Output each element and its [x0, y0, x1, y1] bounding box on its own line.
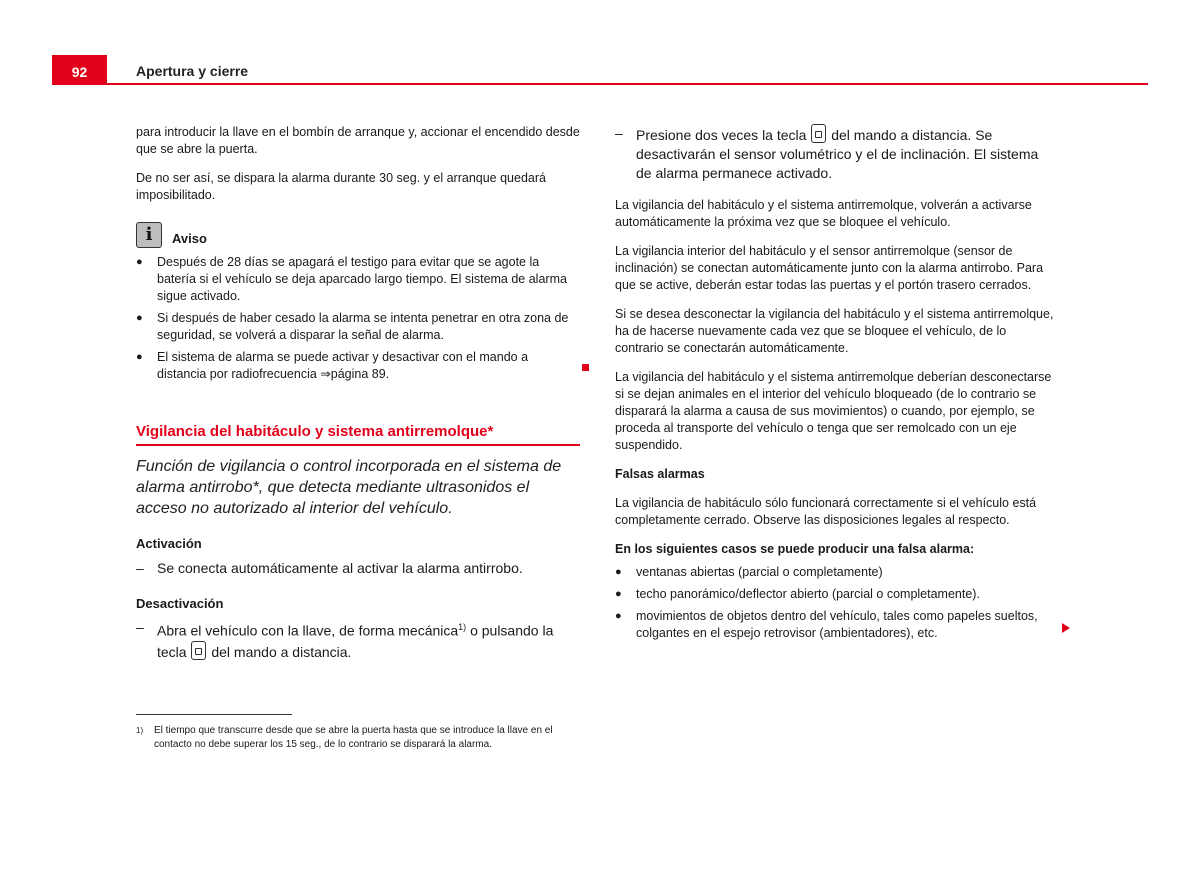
- footnote-ref: 1): [458, 622, 467, 632]
- section-title: Vigilancia del habitáculo y sistema antirremolque*: [136, 423, 494, 440]
- bullet-marker: ●: [136, 312, 143, 324]
- lock-key-icon: [191, 641, 206, 660]
- right-column: [615, 124, 1055, 647]
- dash-marker: –: [615, 125, 623, 141]
- bullet-text: Después de 28 días se apagará el testigo para evitar que se agote la batería si el vehículo se deja aparcado largo tiempo. El sistema de alarma sigue activado.: [157, 255, 567, 303]
- activacion-heading: Activación: [136, 536, 202, 551]
- list-heading: En los siguientes casos se puede producir una falsa alarma:: [615, 542, 975, 556]
- bullet-marker: ●: [615, 588, 622, 600]
- bullet-text: movimientos de objetos dentro del vehículo, tales como papeles sueltos, colgantes en el espejo retrovisor (ambientadores), etc.: [636, 609, 1038, 640]
- info-icon: i: [136, 222, 162, 248]
- aviso-bullet: [136, 349, 580, 383]
- text-part: o pulsando la tecla: [157, 622, 554, 660]
- left-column: [136, 124, 580, 388]
- aviso-bullet: [136, 310, 580, 344]
- text-part: del mando a distancia.: [207, 643, 352, 660]
- item-text: Se conecta automáticamente al activar la alarma antirrobo.: [157, 560, 523, 576]
- footnote-rule: [136, 714, 292, 715]
- list-item: [615, 608, 1055, 642]
- continue-arrow-icon: [1062, 623, 1070, 633]
- falsas-heading: Falsas alarmas: [615, 467, 705, 481]
- activacion-item: [136, 558, 580, 578]
- text-part: Presione dos veces la tecla: [636, 127, 811, 143]
- page-header: [52, 55, 1148, 85]
- paragraph: para introducir la llave en el bombín de arranque y, accionar el encendido desde que se abre la puerta.: [136, 125, 580, 156]
- footnote: [136, 724, 580, 752]
- text-part: del mando a distancia. Se desactivarán el sensor volumétrico y el de inclinación. El sistema de alarma permanece activado.: [636, 127, 1039, 181]
- desactivacion-heading: Desactivación: [136, 596, 224, 611]
- bullet-text: El sistema de alarma se puede activar y desactivar con el mando a distancia por radiofrecuencia ⇒página 89.: [157, 350, 529, 381]
- aviso-label: Aviso: [172, 231, 207, 246]
- bullet-marker: ●: [136, 256, 143, 268]
- bullet-marker: ●: [615, 610, 622, 622]
- aviso-bullet: [136, 254, 580, 305]
- list-item: [615, 564, 1055, 581]
- item-text: [636, 124, 1055, 183]
- text-part: Abra el vehículo con la llave, de forma mecánica: [157, 622, 459, 639]
- paragraph: Si se desea desconectar la vigilancia del habitáculo y el sistema antirremolque, ha de hacerse nuevamente cada vez que se bloquee el vehículo, de lo contrario se conectarán automáticamente.: [615, 307, 1054, 355]
- section-intro: Función de vigilancia o control incorporada en el sistema de alarma antirrobo*, que detecta mediante ultrasonidos el acceso no autorizado al interior del vehículo.: [136, 458, 562, 517]
- lock-key-icon: [811, 124, 826, 143]
- page-number: 92: [52, 55, 107, 85]
- footnote-text: El tiempo que transcurre desde que se abre la puerta hasta que se introduce la llave en el contacto no debe superar los 15 seg., de lo contrario se disparará la alarma.: [154, 725, 553, 750]
- bullet-marker: ●: [615, 566, 622, 578]
- paragraph: La vigilancia del habitáculo y el sistema antirremolque deberían desconectarse si se dejan animales en el interior del vehículo bloqueado (de lo contrario se disparará la alarma a causa de sus movimientos) o cuando, por ejemplo, se proceda al transporte del vehículo o tenga que ser remolcado con un eje suspendido.: [615, 370, 1052, 452]
- section-rule: [136, 444, 580, 446]
- paragraph: La vigilancia del habitáculo y el sistema antirremolque, volverán a activarse automáticamente la próxima vez que se bloquee el vehículo.: [615, 198, 1032, 229]
- bullet-marker: ●: [136, 351, 143, 363]
- header-rule: [107, 83, 1148, 85]
- desactivacion-item: [136, 617, 580, 662]
- item-text: [157, 617, 580, 662]
- aviso-header: [136, 222, 580, 254]
- paragraph: De no ser así, se dispara la alarma durante 30 seg. y el arranque quedará imposibilitado.: [136, 171, 546, 202]
- footnote-mark: 1): [136, 726, 144, 735]
- chapter-title: Apertura y cierre: [136, 63, 249, 79]
- bullet-text: Si después de haber cesado la alarma se intenta penetrar en otra zona de seguridad, se volverá a disparar la señal de alarma.: [157, 311, 569, 342]
- bullet-text: techo panorámico/deflector abierto (parcial o completamente).: [636, 587, 980, 601]
- paragraph: La vigilancia interior del habitáculo y el sensor antirremolque (sensor de inclinación) se conectan automáticamente junto con la alarma antirrobo. Para que se active, deberán estar todas las puertas y el portón trasero cerrados.: [615, 244, 1044, 292]
- end-square-icon: [582, 364, 589, 371]
- bullet-text: ventanas abiertas (parcial o completamente): [636, 565, 883, 579]
- list-item: [615, 586, 1055, 603]
- dash-marker: –: [136, 619, 144, 635]
- paragraph: La vigilancia de habitáculo sólo funcionará correctamente si el vehículo está completamente cerrado. Observe las disposiciones legales al respecto.: [615, 496, 1037, 527]
- dash-item: [615, 124, 1055, 183]
- dash-marker: –: [136, 560, 144, 576]
